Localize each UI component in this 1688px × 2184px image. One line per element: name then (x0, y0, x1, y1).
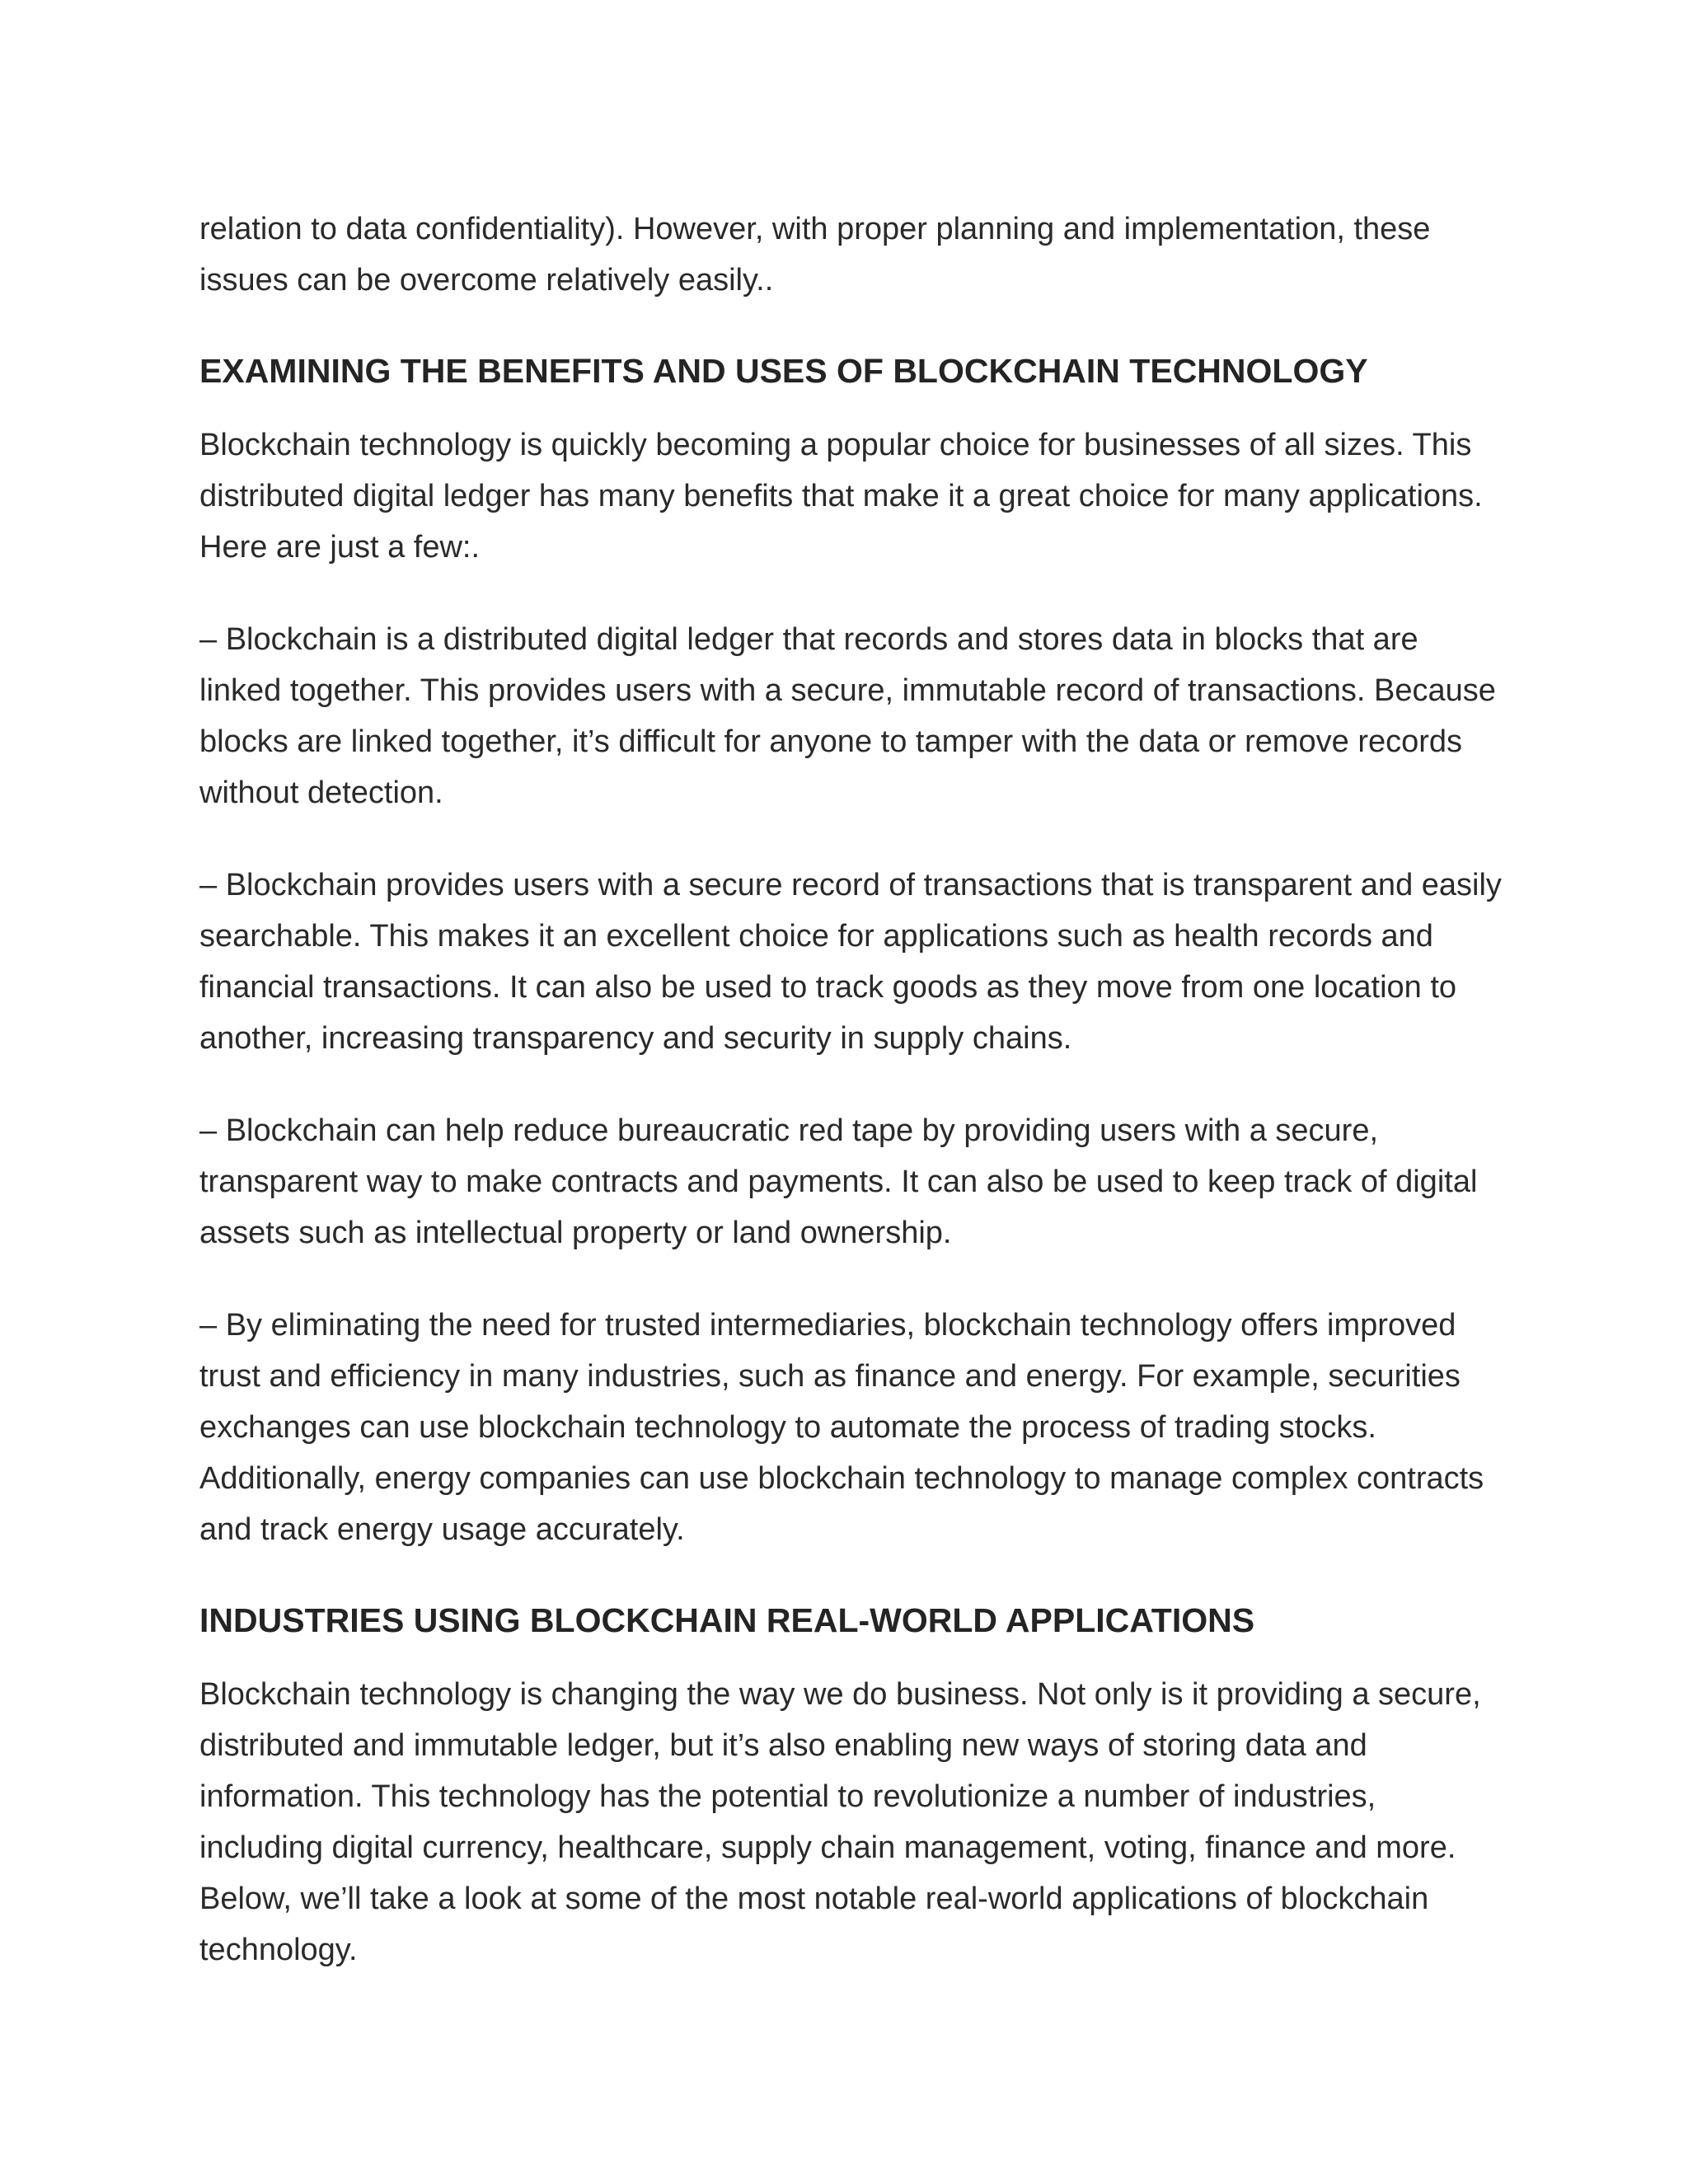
benefits-paragraph-red-tape: – Blockchain can help reduce bureaucratic red tape by providing users with a secure, transparent way to make contracts and payments. It can also be used to keep track of digital assets such as intellectual property or land ownership. (199, 1113, 1478, 1250)
section-heading-benefits: EXAMINING THE BENEFITS AND USES OF BLOCKCHAIN TECHNOLOGY (199, 352, 1368, 390)
intro-paragraph: relation to data confidentiality). However, with proper planning and implementation, these issues can be overcome relatively easily.. (199, 212, 1431, 298)
benefits-paragraph-intro: Blockchain technology is quickly becoming a popular choice for businesses of all sizes. This distributed digital ledger has many benefits that make it a great choice for many applications. Here are just a few:. (199, 428, 1483, 565)
section-heading-industries: INDUSTRIES USING BLOCKCHAIN REAL-WORLD APPLICATIONS (199, 1601, 1255, 1639)
document-body (199, 204, 1502, 1975)
benefits-paragraph-ledger: – Blockchain is a distributed digital ledger that records and stores data in blocks that are linked together. This provides users with a secure, immutable record of transactions. Because blocks are linked together, it’s difficult for anyone to tamper with the data or remove records without detection. (199, 622, 1496, 810)
benefits-paragraph-intermediaries: – By eliminating the need for trusted intermediaries, blockchain technology offers improved trust and efficiency in many industries, such as finance and energy. For example, securities exchanges can use blockchain technology to automate the process of trading stocks. Additionally, energy companies can use blockchain technology to manage complex contracts and track energy usage accurately. (199, 1308, 1484, 1547)
benefits-paragraph-transparency: – Blockchain provides users with a secure record of transactions that is transparent and easily searchable. This makes it an excellent choice for applications such as health records and financial transactions. It can also be used to track goods as they move from one location to another, increasing transparency and security in supply chains. (199, 868, 1502, 1056)
industries-paragraph: Blockchain technology is changing the way we do business. Not only is it providing a secure, distributed and immutable ledger, but it’s also enabling new ways of storing data and information. This technology has the potential to revolutionize a number of industries, including digital currency, healthcare, supply chain management, voting, finance and more. Below, we’ll take a look at some of the most notable real-world applications of blockchain technology. (199, 1677, 1481, 1967)
